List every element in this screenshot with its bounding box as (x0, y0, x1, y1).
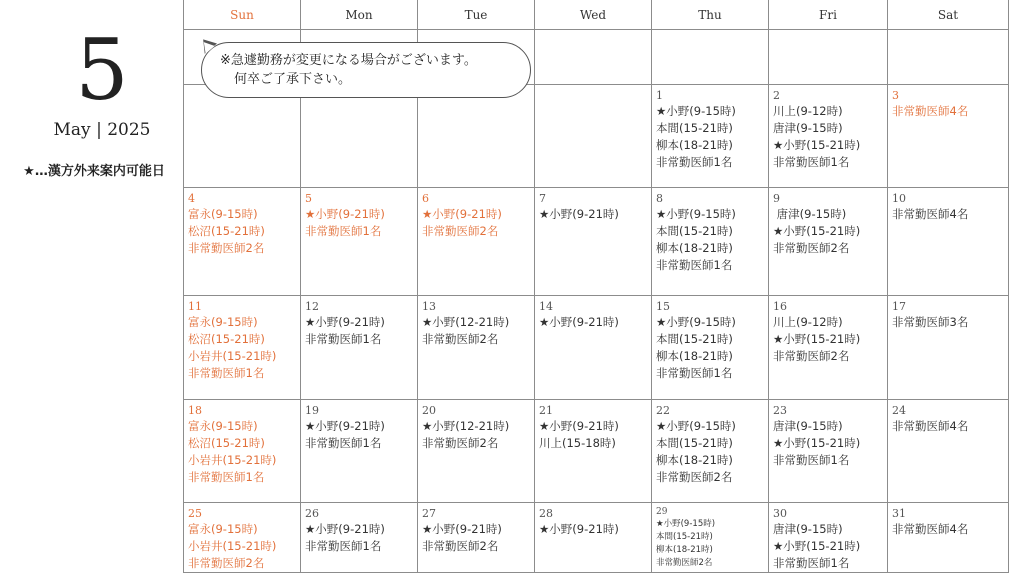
day-number: 25 (188, 507, 202, 520)
shift-entry: ★小野(15-21時) (773, 436, 861, 450)
shift-entry: 柳本(18-21時) (656, 349, 733, 363)
shift-entry: 非常勤医師1名 (305, 436, 382, 450)
day-number: 13 (422, 300, 436, 313)
shift-entry: 柳本(18-21時) (656, 241, 733, 255)
shift-entry: 非常勤医師1名 (305, 224, 382, 238)
day-cell-2 (769, 85, 888, 188)
shift-entry: 本間(15-21時) (656, 121, 733, 135)
day-number: 15 (656, 300, 670, 313)
shift-entry: 非常勤医師1名 (773, 155, 850, 169)
shift-entry: 非常勤医師4名 (892, 207, 969, 221)
shift-entry: 富永(9-15時) (188, 419, 258, 433)
shift-entry: 本間(15-21時) (656, 332, 733, 346)
shift-entry: 本間(15-21時) (656, 436, 733, 450)
shift-entry: ★小野(9-15時) (656, 315, 736, 329)
shift-entry: 非常勤医師2名 (422, 224, 499, 238)
month-panel (0, 0, 184, 573)
day-number: 8 (656, 192, 663, 205)
day-cell-10 (888, 188, 1009, 296)
day-number: 6 (422, 192, 429, 205)
shift-entry: 柳本(18-21時) (656, 453, 733, 467)
weekday-header-sat: Sat (888, 0, 1009, 30)
day-cell-3 (888, 85, 1009, 188)
shift-entry: 非常勤医師1名 (188, 366, 265, 380)
shift-entry: 非常勤医師1名 (773, 453, 850, 467)
shift-entry: 唐津(9-15時) (773, 121, 843, 135)
shift-entry: 非常勤医師3名 (892, 315, 969, 329)
empty-day-cell (652, 30, 769, 85)
shift-entry: ★小野(9-21時) (305, 419, 385, 433)
day-cell-13 (418, 296, 535, 400)
day-number: 2 (773, 89, 780, 102)
day-cell-16 (769, 296, 888, 400)
shift-entry: 非常勤医師2名 (773, 241, 850, 255)
shift-entry: ★小野(9-15時) (656, 104, 736, 118)
shift-entry: 柳本(18-21時) (656, 138, 733, 152)
day-number: 4 (188, 192, 195, 205)
shift-entry: 非常勤医師1名 (305, 539, 382, 553)
shift-entry: 非常勤医師2名 (656, 558, 713, 568)
day-number: 24 (892, 404, 906, 417)
day-number: 11 (188, 300, 202, 313)
shift-entry: ★小野(9-15時) (656, 207, 736, 221)
shift-entry: ★小野(12-21時) (422, 419, 510, 433)
day-cell-23 (769, 400, 888, 503)
day-cell-20 (418, 400, 535, 503)
empty-day-cell (184, 85, 301, 188)
day-cell-8 (652, 188, 769, 296)
day-number: 9 (773, 192, 780, 205)
notice-line-2: 何卒ご了承下さい。 (234, 72, 352, 87)
kampo-legend: ★…漢方外来案内可能日 (23, 164, 165, 179)
day-cell-4 (184, 188, 301, 296)
shift-entry: ★小野(9-21時) (305, 522, 385, 536)
day-cell-11 (184, 296, 301, 400)
day-number: 31 (892, 507, 906, 520)
shift-entry: ★小野(9-21時) (422, 522, 502, 536)
day-cell-9 (769, 188, 888, 296)
month-year-label: May | 2025 (53, 120, 151, 140)
shift-entry: 非常勤医師4名 (892, 522, 969, 536)
day-number: 1 (656, 89, 663, 102)
day-cell-27 (418, 503, 535, 573)
day-cell-28 (535, 503, 652, 573)
weekday-header-thu: Thu (652, 0, 769, 30)
shift-entry: 非常勤医師1名 (188, 470, 265, 484)
empty-day-cell (535, 30, 652, 85)
shift-entry: ★小野(9-21時) (539, 315, 619, 329)
shift-entry: ★小野(15-21時) (773, 224, 861, 238)
weekday-header-wed: Wed (535, 0, 652, 30)
shift-entry: 小岩井(15-21時) (188, 349, 277, 363)
shift-entry: 富永(9-15時) (188, 315, 258, 329)
day-number: 7 (539, 192, 546, 205)
weekday-header-sun: Sun (184, 0, 301, 30)
day-cell-1 (652, 85, 769, 188)
day-number: 23 (773, 404, 787, 417)
day-number: 21 (539, 404, 553, 417)
shift-entry: ★小野(9-21時) (422, 207, 502, 221)
shift-entry: 松沼(15-21時) (188, 436, 265, 450)
day-cell-5 (301, 188, 418, 296)
shift-entry: 川上(9-12時) (773, 104, 843, 118)
day-cell-24 (888, 400, 1009, 503)
weekday-header-fri: Fri (769, 0, 888, 30)
shift-entry: 松沼(15-21時) (188, 224, 265, 238)
day-number: 30 (773, 507, 787, 520)
day-number: 20 (422, 404, 436, 417)
day-number: 12 (305, 300, 319, 313)
day-number: 17 (892, 300, 906, 313)
empty-day-cell (301, 85, 418, 188)
shift-entry: 唐津(9-15時) (773, 522, 843, 536)
day-cell-14 (535, 296, 652, 400)
empty-day-cell (769, 30, 888, 85)
shift-entry: 非常勤医師2名 (422, 539, 499, 553)
day-number: 5 (305, 192, 312, 205)
shift-entry: 本間(15-21時) (656, 224, 733, 238)
day-number: 27 (422, 507, 436, 520)
shift-entry: ★小野(15-21時) (773, 138, 861, 152)
shift-entry: 富永(9-15時) (188, 207, 258, 221)
shift-entry: 非常勤医師2名 (773, 349, 850, 363)
shift-entry: ★小野(9-21時) (305, 207, 385, 221)
shift-entry: 唐津(9-15時) (773, 207, 847, 221)
shift-entry: 本間(15-21時) (656, 532, 713, 542)
shift-entry: 川上(15-18時) (539, 436, 616, 450)
day-number: 14 (539, 300, 553, 313)
shift-entry: ★小野(15-21時) (773, 332, 861, 346)
day-cell-17 (888, 296, 1009, 400)
shift-entry: ★小野(9-21時) (305, 315, 385, 329)
shift-entry: 非常勤医師2名 (188, 556, 265, 570)
shift-entry: 富永(9-15時) (188, 522, 258, 536)
shift-entry: ★小野(9-15時) (656, 519, 716, 529)
shift-entry: 非常勤医師1名 (656, 258, 733, 272)
notice-bubble (201, 42, 531, 98)
day-cell-22 (652, 400, 769, 503)
day-cell-25 (184, 503, 301, 573)
shift-entry: 非常勤医師1名 (656, 155, 733, 169)
day-number: 29 (656, 507, 668, 517)
shift-entry: 非常勤医師2名 (188, 241, 265, 255)
day-cell-18 (184, 400, 301, 503)
shift-entry: 唐津(9-15時) (773, 419, 843, 433)
shift-entry: 小岩井(15-21時) (188, 453, 277, 467)
day-number: 26 (305, 507, 319, 520)
shift-entry: ★小野(9-21時) (539, 522, 619, 536)
day-number: 3 (892, 89, 899, 102)
day-cell-21 (535, 400, 652, 503)
shift-entry: 非常勤医師2名 (422, 332, 499, 346)
day-cell-26 (301, 503, 418, 573)
shift-entry: 非常勤医師1名 (656, 366, 733, 380)
day-number: 28 (539, 507, 553, 520)
day-cell-12 (301, 296, 418, 400)
shift-entry: 非常勤医師1名 (305, 332, 382, 346)
month-number: 5 (75, 21, 129, 119)
shift-entry: ★小野(9-15時) (656, 419, 736, 433)
day-cell-7 (535, 188, 652, 296)
day-cell-30 (769, 503, 888, 573)
day-number: 16 (773, 300, 787, 313)
day-cell-15 (652, 296, 769, 400)
empty-day-cell (888, 30, 1009, 85)
notice-line-1: ※急遽勤務が変更になる場合がございます。 (220, 53, 477, 68)
empty-day-cell (418, 85, 535, 188)
shift-entry: 非常勤医師4名 (892, 419, 969, 433)
empty-day-cell (535, 85, 652, 188)
day-cell-29 (652, 503, 769, 573)
day-number: 19 (305, 404, 319, 417)
shift-entry: 川上(9-12時) (773, 315, 843, 329)
shift-entry: ★小野(9-21時) (539, 207, 619, 221)
shift-entry: 松沼(15-21時) (188, 332, 265, 346)
shift-entry: 非常勤医師4名 (892, 104, 969, 118)
shift-entry: 小岩井(15-21時) (188, 539, 277, 553)
day-number: 10 (892, 192, 906, 205)
day-number: 22 (656, 404, 670, 417)
shift-entry: 柳本(18-21時) (656, 545, 713, 555)
shift-entry: 非常勤医師2名 (656, 470, 733, 484)
weekday-header-tue: Tue (418, 0, 535, 30)
day-cell-31 (888, 503, 1009, 573)
day-number: 18 (188, 404, 202, 417)
shift-entry: ★小野(12-21時) (422, 315, 510, 329)
shift-entry: ★小野(9-21時) (539, 419, 619, 433)
shift-entry: 非常勤医師2名 (422, 436, 499, 450)
shift-entry: ★小野(15-21時) (773, 539, 861, 553)
day-cell-6 (418, 188, 535, 296)
weekday-header-mon: Mon (301, 0, 418, 30)
day-cell-19 (301, 400, 418, 503)
shift-entry: 非常勤医師1名 (773, 556, 850, 570)
